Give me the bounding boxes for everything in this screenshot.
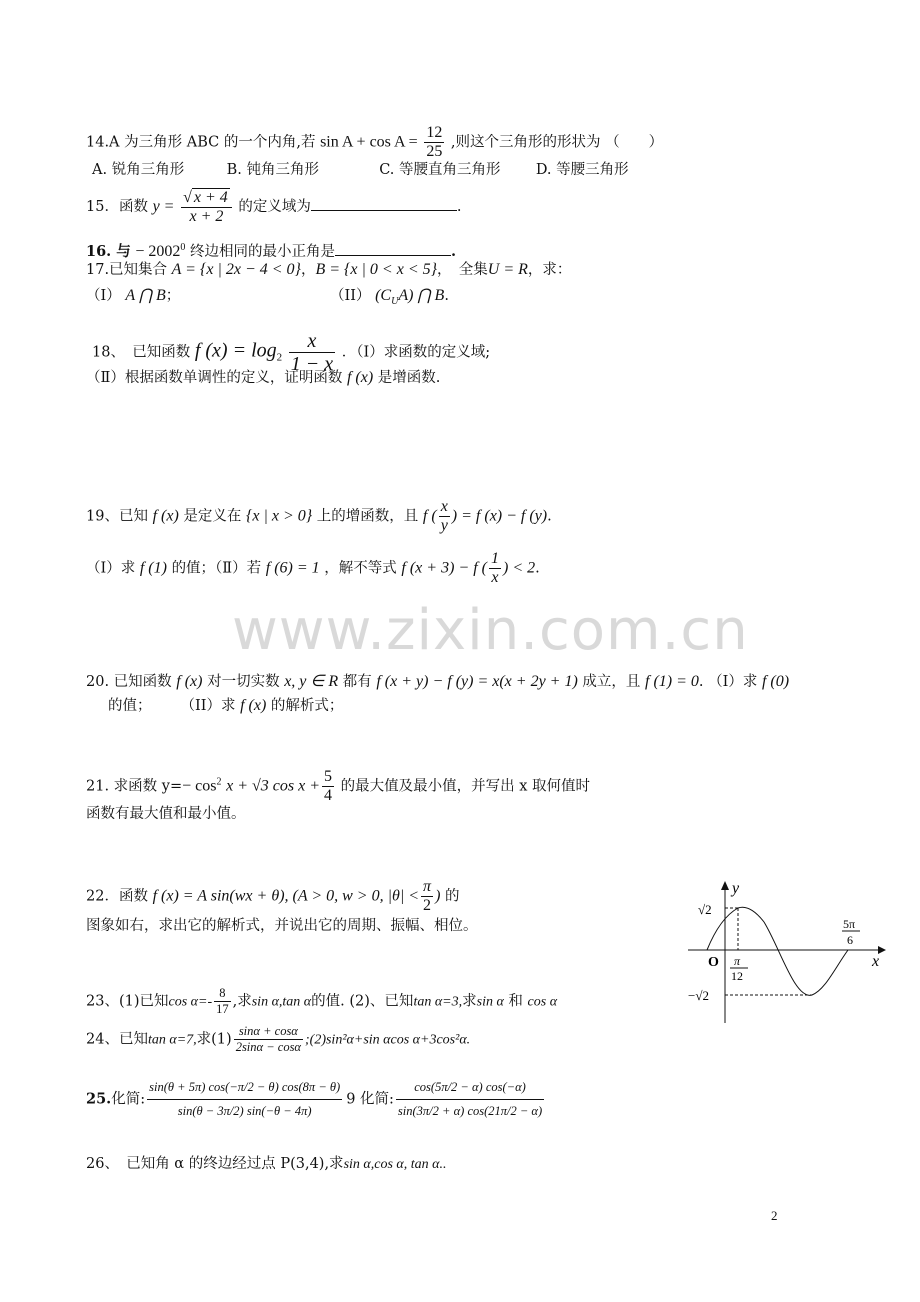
q24-prefix: 24、已知 (86, 1031, 148, 1048)
q23-sin2: sin α (476, 994, 504, 1010)
q17-line2 (86, 286, 180, 306)
q19-eq-num: x (440, 498, 448, 515)
q20-f: f (x) (176, 673, 203, 690)
graph-x2-num: 5π (843, 917, 856, 931)
q14-option-a: A. 锐角三角形 (92, 162, 185, 178)
q15-line (86, 188, 461, 226)
page-number: 2 (771, 1208, 778, 1223)
q23-cos: cos α=- (168, 994, 213, 1010)
q20-vars: x, y ∈ R (284, 673, 339, 690)
q22-den: 2 (423, 897, 432, 914)
q22-fraction (421, 878, 433, 915)
q26-ask: sin α,cos α, tan α.. (343, 1157, 447, 1172)
q20-cond: f (1) = 0 (645, 673, 699, 690)
q21-num: 5 (324, 768, 332, 785)
q19-l2-fraction (489, 550, 501, 587)
q20-prefix: 20. 已知函数 (86, 674, 172, 690)
q20-line2-a: 的值； （II）求 (108, 698, 236, 714)
q17-p2-sub: U (391, 295, 399, 307)
q25-line (86, 1080, 546, 1119)
q18-den: 1 − x (290, 353, 334, 375)
q23-mid: ,求 (232, 993, 252, 1010)
q21-sup: 2 (216, 776, 222, 788)
q17-line1 (86, 260, 571, 280)
q23-line (86, 986, 557, 1017)
q18-part2-f: f (x) (346, 369, 374, 386)
q19-eq-f: f ( (422, 507, 437, 525)
q18-func: f (x) = log (194, 339, 277, 362)
q23-and: 和 (508, 993, 523, 1010)
graph-y-label: y (732, 880, 740, 897)
graph-ymax-label: √2 (698, 902, 712, 917)
q25-label: 25. (86, 1090, 112, 1108)
q17-p2: (C (375, 287, 392, 304)
q23-cos2: cos α (527, 994, 558, 1010)
q17-part2 (330, 286, 449, 312)
q19-eq-rest: ) = f (x) − f (y) (451, 507, 548, 525)
watermark: www.zixin.com.cn (232, 598, 749, 663)
q19-f: f (x) (152, 507, 179, 525)
q20-line2-b: 的解析式； (270, 698, 344, 714)
q15-y: y = (152, 198, 175, 215)
q19-mid2: 上的增函数，且 (316, 508, 419, 525)
q25-prefix: 化简: (111, 1091, 146, 1108)
q19-l2-ineq2: ) < 2 (502, 559, 536, 577)
q21-expr2: x + √3 cos x + (226, 777, 320, 795)
q24-ask: 求(1) (196, 1031, 232, 1048)
q14-fraction (424, 124, 444, 161)
q20-mid4: . （I）求 (698, 674, 758, 690)
q24-num: sinα + cosα (234, 1024, 303, 1040)
q22-num: π (423, 878, 432, 895)
q23-mid3: 求 (462, 993, 477, 1010)
q16-sup: 0 (180, 242, 186, 253)
q18-num: x (289, 330, 335, 353)
q17-prefix: 17.已知集合 (86, 262, 168, 278)
q19-l2-b: 的值；（Ⅱ）若 (171, 560, 262, 577)
q25-mid: 9 化简: (346, 1091, 394, 1108)
q18-prefix: 18、 已知函数 (92, 344, 191, 361)
q25-num2: cos(5π/2 − α) cos(−α) (396, 1080, 544, 1100)
q22-expr: f (x) = A sin(wx + θ), (A > 0, w > 0, |θ| < (152, 887, 420, 905)
graph-origin: O (708, 955, 719, 970)
q16-line (86, 238, 456, 262)
q24-fraction (234, 1024, 303, 1055)
q19-mid: 是定义在 (183, 508, 242, 525)
q18-part2-prefix: （Ⅱ）根据函数单调性的定义，证明函数 (86, 370, 343, 386)
q17-set-b: B = {x | 0 < x < 5} (315, 261, 438, 278)
q19-end: . (547, 508, 552, 525)
q18-part1: ．（Ⅰ）求函数的定义域; (341, 344, 491, 361)
q15-suffix: 的定义域为 (238, 199, 311, 215)
q19-l2-den: x (491, 569, 499, 586)
q25-num: sin(θ + 5π) cos(−π/2 − θ) cos(8π − θ) (147, 1080, 342, 1100)
q23-mid2: 的值. (2)、已知 (311, 993, 414, 1010)
q19-l2-ineq: f (x + 3) − f ( (401, 559, 487, 577)
q14-option-d: D. 等腰三角形 (535, 162, 629, 178)
q19-l2-c: ，解不等式 (324, 560, 397, 577)
q20-mid2: 都有 (342, 674, 372, 690)
q16-suffix: 终边相同的最小正角是 (190, 243, 336, 260)
q25-fraction2 (396, 1080, 544, 1119)
q22-line2: 图象如右，求出它的解析式，并说出它的周期、振幅、相位。 (86, 918, 478, 934)
q17-p2-label: （II） (330, 288, 371, 304)
q26-text: 26、 已知角 α 的终边经过点 P(3,4),求 (86, 1156, 344, 1172)
graph-ymin-label: −√2 (688, 988, 709, 1003)
q14-frac-num: 12 (426, 124, 443, 141)
q17-set-a: A = {x | 2x − 4 < 0} (171, 261, 301, 278)
q23-prefix: 23、(1)已知 (86, 993, 169, 1010)
q14-line (86, 124, 663, 161)
q19-fraction (439, 498, 450, 535)
y-axis-arrow-icon (721, 881, 729, 890)
q17-universe: ， 全集 (437, 262, 488, 278)
q21-den: 4 (324, 787, 332, 804)
q15-end: . (456, 199, 462, 215)
q25-fraction (147, 1080, 342, 1119)
graph-x1-den: 12 (731, 969, 743, 983)
q17-p1: A ⋂ B (125, 287, 166, 304)
q15-sqrt: x + 4 (193, 189, 228, 206)
q21-line2: 函数有最大值和最小值。 (86, 806, 246, 822)
q22-suffix: 的 (445, 888, 460, 905)
q14-options (92, 160, 629, 180)
q24-tan: tan α=7, (147, 1032, 197, 1048)
graph-x2-den: 6 (847, 933, 853, 947)
q19-l2-end: . (535, 560, 540, 577)
graph-x-label: x (872, 953, 880, 970)
q23-den: 17 (216, 1002, 229, 1016)
q21-prefix: 21. 求函数 y= (86, 778, 183, 795)
q22-line1 (86, 878, 460, 915)
q18-line2 (86, 368, 440, 388)
q23-num: 8 (214, 986, 231, 1002)
q21-fraction (322, 768, 334, 805)
q19-l2-f1: f (1) (139, 559, 167, 577)
q23-tan: tan α=3, (413, 994, 463, 1010)
q20-mid3: 成立，且 (582, 674, 641, 690)
q16-prefix: 16. 与 (86, 242, 131, 260)
q14-suffix: ,则这个三角形的形状为 （ ） (450, 134, 664, 151)
q24-part2: ;(2)sin²α+sin αcos α+3cos²α. (305, 1032, 471, 1048)
q20-line2-f: f (x) (240, 697, 267, 714)
q15-prefix: 15．函数 (86, 199, 148, 215)
q17-ask: ，求： (527, 262, 572, 278)
q22-sine-graph (680, 878, 892, 1028)
sine-curve (707, 907, 848, 995)
q17-u: U = R (487, 261, 528, 278)
q14-prefix: 14.A 为三角形 ABC 的一个内角,若 (86, 134, 316, 151)
q14-option-c: C. 等腰直角三角形 (379, 162, 501, 178)
q17-p1-end: ； (165, 288, 181, 304)
q25-den2: sin(3π/2 + α) cos(21π/2 − α) (397, 1104, 543, 1118)
q16-angle: − 2002 (135, 242, 181, 260)
q19-set: {x | x > 0} (245, 507, 313, 525)
q19-l2-num: 1 (490, 550, 499, 567)
q22-close: ) (435, 887, 441, 905)
q15-answer-blank[interactable] (311, 196, 457, 211)
q19-prefix: 19、已知 (86, 508, 148, 525)
q18-part2-suffix: 是增函数. (377, 370, 441, 386)
q14-expr: sin A + cos A = (320, 133, 418, 151)
q16-end: . (451, 242, 457, 260)
graph-x1-num: π (734, 954, 741, 968)
q15-den: x + 2 (189, 208, 224, 225)
q19-line1 (86, 498, 552, 535)
q26-line (86, 1154, 447, 1175)
q15-num: √ x + 4 (181, 188, 232, 208)
q15-fraction (181, 188, 232, 226)
x-axis-arrow-icon (878, 946, 886, 954)
q21-suffix: 的最大值及最小值，并写出 x 取何值时 (340, 778, 591, 795)
q20-eq: f (x + y) − f (y) = x(x + 2y + 1) (376, 673, 578, 690)
q23-fraction (214, 986, 231, 1017)
q16-answer-blank[interactable] (335, 241, 451, 256)
q19-l2-f6: f (6) = 1 (265, 559, 320, 577)
q19-eq-den: y (440, 517, 448, 534)
q24-den: 2sinα − cosα (235, 1040, 301, 1054)
q14-frac-den: 25 (426, 143, 443, 160)
q17-p2-end: . (444, 288, 449, 304)
q17-p2-rest: A) ⋂ B (398, 287, 445, 304)
q19-line2 (86, 550, 540, 587)
q20-f0: f (0) (761, 673, 790, 690)
q20-line2 (108, 696, 343, 716)
q17-sep: ， (300, 262, 316, 278)
q25-den: sin(θ − 3π/2) sin(−θ − 4π) (177, 1104, 312, 1118)
q14-option-b: B. 钝角三角形 (226, 162, 319, 178)
q18-sub: 2 (276, 351, 283, 364)
q17-p1-label: （I） (86, 288, 121, 304)
q22-prefix: 22．函数 (86, 888, 148, 905)
q23-sin: sin α,tan α (251, 994, 312, 1010)
q19-l2-a: （Ⅰ）求 (86, 560, 136, 577)
q24-line (86, 1024, 470, 1055)
q21-line1 (86, 768, 590, 805)
q21-expr1: − cos (182, 777, 217, 795)
q20-line1 (86, 672, 789, 692)
q20-mid: 对一切实数 (207, 674, 280, 690)
